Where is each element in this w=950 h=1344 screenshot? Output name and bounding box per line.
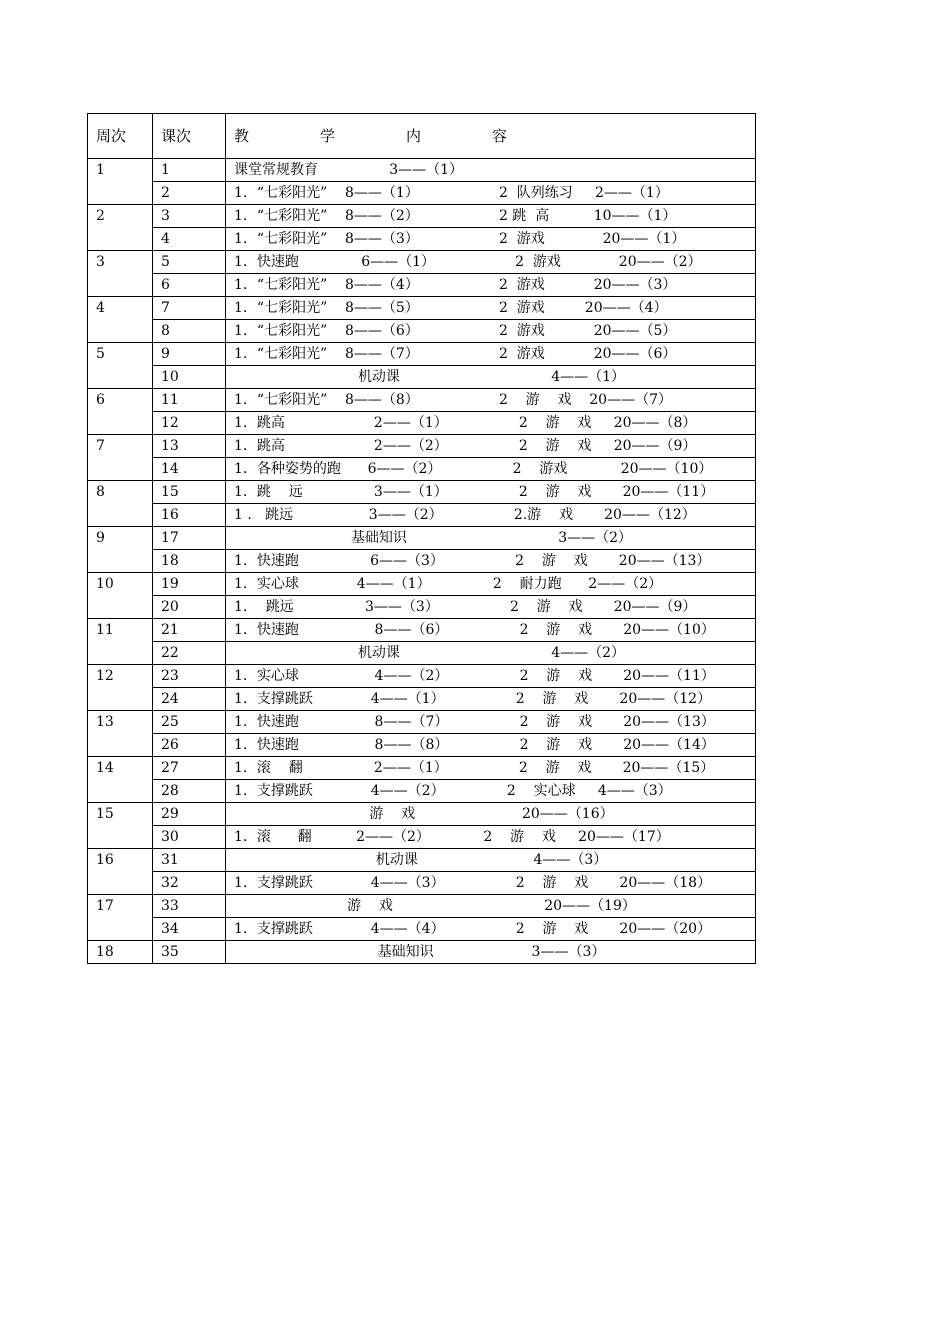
table-row xyxy=(88,550,756,573)
table-row xyxy=(88,159,756,182)
lesson-cell: 9 xyxy=(153,343,226,366)
table-row xyxy=(88,182,756,205)
table-row xyxy=(88,274,756,297)
lesson-cell: 21 xyxy=(153,619,226,642)
week-cell: 2 xyxy=(88,205,153,251)
content-cell: 1．快速跑 8——（8） 2 游 戏 20——（14） xyxy=(226,734,756,757)
table-row xyxy=(88,389,756,412)
content-cell: 机动课 4——（3） xyxy=(226,849,756,872)
header-content: 教 学 内 容 xyxy=(226,114,756,159)
content-cell: 1．快速跑 6——（3） 2 游 戏 20——（13） xyxy=(226,550,756,573)
lesson-cell: 11 xyxy=(153,389,226,412)
lesson-cell: 20 xyxy=(153,596,226,619)
content-cell: 基础知识 3——（3） xyxy=(226,941,756,964)
week-cell: 9 xyxy=(88,527,153,573)
week-cell: 12 xyxy=(88,665,153,711)
table-row xyxy=(88,412,756,435)
lesson-cell: 13 xyxy=(153,435,226,458)
content-cell: 1．支撑跳跃 4——（2） 2 实心球 4——（3） xyxy=(226,780,756,803)
content-cell: 1．各种姿势的跑 6——（2） 2 游戏 20——（10） xyxy=(226,458,756,481)
table-row xyxy=(88,895,756,918)
lesson-cell: 35 xyxy=(153,941,226,964)
table-row xyxy=(88,757,756,780)
week-cell: 10 xyxy=(88,573,153,619)
table-row xyxy=(88,435,756,458)
content-cell: 1．支撑跳跃 4——（1） 2 游 戏 20——（12） xyxy=(226,688,756,711)
content-cell: 1．“七彩阳光” 8——（6） 2 游戏 20——（5） xyxy=(226,320,756,343)
table-row xyxy=(88,849,756,872)
teaching-schedule-table xyxy=(87,113,756,964)
content-cell: 1．快速跑 6——（1） 2 游戏 20——（2） xyxy=(226,251,756,274)
table-row xyxy=(88,619,756,642)
table-row xyxy=(88,780,756,803)
table-row xyxy=(88,320,756,343)
content-cell: 机动课 4——（1） xyxy=(226,366,756,389)
content-cell: 1．“七彩阳光” 8——（8） 2 游 戏 20——（7） xyxy=(226,389,756,412)
lesson-cell: 34 xyxy=(153,918,226,941)
lesson-cell: 32 xyxy=(153,872,226,895)
table-row xyxy=(88,481,756,504)
lesson-cell: 23 xyxy=(153,665,226,688)
week-cell: 5 xyxy=(88,343,153,389)
lesson-cell: 14 xyxy=(153,458,226,481)
week-cell: 16 xyxy=(88,849,153,895)
week-cell: 14 xyxy=(88,757,153,803)
lesson-cell: 19 xyxy=(153,573,226,596)
week-cell: 15 xyxy=(88,803,153,849)
lesson-cell: 26 xyxy=(153,734,226,757)
content-cell: 1．“七彩阳光” 8——（2） 2 跳 高 10——（1） xyxy=(226,205,756,228)
content-cell: 1．“七彩阳光” 8——（5） 2 游戏 20——（4） xyxy=(226,297,756,320)
content-cell: 1．“七彩阳光” 8——（7） 2 游戏 20——（6） xyxy=(226,343,756,366)
table-row xyxy=(88,343,756,366)
content-cell: 基础知识 3——（2） xyxy=(226,527,756,550)
lesson-cell: 2 xyxy=(153,182,226,205)
content-cell: 1．“七彩阳光” 8——（3） 2 游戏 20——（1） xyxy=(226,228,756,251)
table-row xyxy=(88,297,756,320)
table-row xyxy=(88,918,756,941)
table-row xyxy=(88,688,756,711)
content-cell: 游 戏 20——（16） xyxy=(226,803,756,826)
content-cell: 机动课 4——（2） xyxy=(226,642,756,665)
table-row xyxy=(88,573,756,596)
table-row xyxy=(88,251,756,274)
lesson-cell: 22 xyxy=(153,642,226,665)
week-cell: 13 xyxy=(88,711,153,757)
table-row xyxy=(88,504,756,527)
lesson-cell: 7 xyxy=(153,297,226,320)
lesson-cell: 3 xyxy=(153,205,226,228)
lesson-cell: 31 xyxy=(153,849,226,872)
content-cell: 1．“七彩阳光” 8——（1） 2 队列练习 2——（1） xyxy=(226,182,756,205)
content-cell: 1．跳高 2——（1） 2 游 戏 20——（8） xyxy=(226,412,756,435)
lesson-cell: 18 xyxy=(153,550,226,573)
content-cell: 1．支撑跳跃 4——（4） 2 游 戏 20——（20） xyxy=(226,918,756,941)
lesson-cell: 33 xyxy=(153,895,226,918)
table-row xyxy=(88,734,756,757)
table-row xyxy=(88,642,756,665)
lesson-cell: 17 xyxy=(153,527,226,550)
lesson-cell: 30 xyxy=(153,826,226,849)
lesson-cell: 27 xyxy=(153,757,226,780)
content-cell: 1．跳高 2——（2） 2 游 戏 20——（9） xyxy=(226,435,756,458)
header-week: 周次 xyxy=(88,114,153,159)
content-cell: 1 . 跳远 3——（2） 2.游 戏 20——（12） xyxy=(226,504,756,527)
lesson-cell: 12 xyxy=(153,412,226,435)
week-cell: 17 xyxy=(88,895,153,941)
week-cell: 7 xyxy=(88,435,153,481)
content-cell: 1．实心球 4——（2） 2 游 戏 20——（11） xyxy=(226,665,756,688)
table-row xyxy=(88,665,756,688)
lesson-cell: 1 xyxy=(153,159,226,182)
lesson-cell: 24 xyxy=(153,688,226,711)
week-cell: 6 xyxy=(88,389,153,435)
lesson-cell: 15 xyxy=(153,481,226,504)
table-row xyxy=(88,596,756,619)
content-cell: 1．跳 远 3——（1） 2 游 戏 20——（11） xyxy=(226,481,756,504)
lesson-cell: 6 xyxy=(153,274,226,297)
week-cell: 11 xyxy=(88,619,153,665)
week-cell: 4 xyxy=(88,297,153,343)
lesson-cell: 29 xyxy=(153,803,226,826)
content-cell: 1．滚 翻 2——（2） 2 游 戏 20——（17） xyxy=(226,826,756,849)
table-row xyxy=(88,366,756,389)
table-row xyxy=(88,527,756,550)
content-cell: 1．实心球 4——（1） 2 耐力跑 2——（2） xyxy=(226,573,756,596)
table-row xyxy=(88,803,756,826)
table-row xyxy=(88,205,756,228)
header-row xyxy=(88,114,756,159)
table-row xyxy=(88,458,756,481)
lesson-cell: 5 xyxy=(153,251,226,274)
lesson-cell: 25 xyxy=(153,711,226,734)
week-cell: 1 xyxy=(88,159,153,205)
content-cell: 1．快速跑 8——（6） 2 游 戏 20——（10） xyxy=(226,619,756,642)
table-row xyxy=(88,711,756,734)
table-row xyxy=(88,826,756,849)
lesson-cell: 4 xyxy=(153,228,226,251)
content-cell: 1． 跳远 3——（3） 2 游 戏 20——（9） xyxy=(226,596,756,619)
content-cell: 1．滚 翻 2——（1） 2 游 戏 20——（15） xyxy=(226,757,756,780)
header-lesson: 课次 xyxy=(153,114,226,159)
content-cell: 游 戏 20——（19） xyxy=(226,895,756,918)
lesson-cell: 10 xyxy=(153,366,226,389)
week-cell: 8 xyxy=(88,481,153,527)
lesson-cell: 28 xyxy=(153,780,226,803)
content-cell: 1．“七彩阳光” 8——（4） 2 游戏 20——（3） xyxy=(226,274,756,297)
week-cell: 3 xyxy=(88,251,153,297)
content-cell: 课堂常规教育 3——（1） xyxy=(226,159,756,182)
content-cell: 1．支撑跳跃 4——（3） 2 游 戏 20——（18） xyxy=(226,872,756,895)
week-cell: 18 xyxy=(88,941,153,964)
schedule-body xyxy=(88,114,756,964)
lesson-cell: 8 xyxy=(153,320,226,343)
lesson-cell: 16 xyxy=(153,504,226,527)
table-row xyxy=(88,872,756,895)
content-cell: 1．快速跑 8——（7） 2 游 戏 20——（13） xyxy=(226,711,756,734)
table-row xyxy=(88,228,756,251)
table-row xyxy=(88,941,756,964)
